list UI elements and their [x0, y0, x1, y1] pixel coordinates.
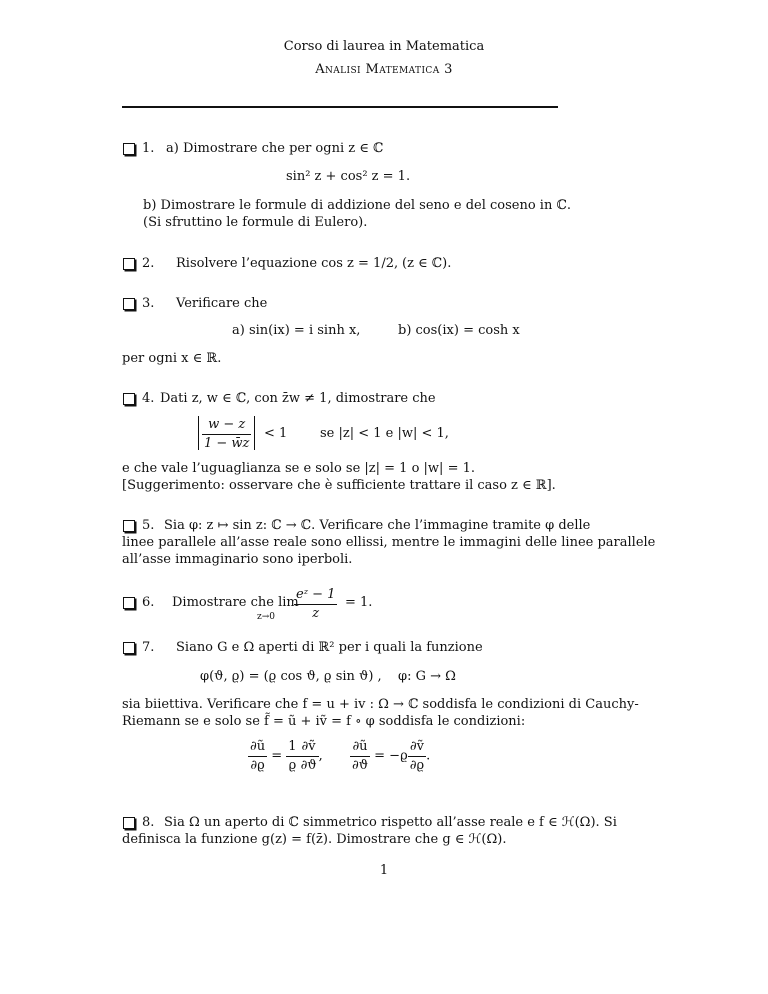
eq2-rhs-num: ∂ṽ: [408, 738, 426, 757]
ex2-text: Risolvere l’equazione cos z = 1/2,: [176, 256, 399, 271]
ex7-map: φ: G → Ω: [398, 669, 456, 684]
ex5-line1: Sia φ: z ↦ sin z: ℂ → ℂ. Verificare che l’immagine tramite φ delle: [164, 518, 591, 533]
eq1-rhs-den1: ϱ: [288, 757, 297, 773]
ex6-text: Dimostrare che lim: [172, 595, 299, 610]
eq1-end: ,: [318, 748, 323, 764]
ex4-frac-num: w − z: [202, 416, 251, 435]
ex8-line2: definisca la funzione g(z) = f(z̄). Dimostrare che g ∈ ℋ(Ω).: [122, 832, 507, 847]
checkbox-8[interactable]: [123, 817, 135, 829]
eq1-lhs-den: ∂ϱ: [250, 757, 265, 773]
checkbox-7[interactable]: [123, 642, 135, 654]
ex6-limit-sub: z→0: [257, 612, 276, 622]
ex1-part-a: a) Dimostrare che per ogni z ∈ ℂ: [166, 141, 384, 156]
ex7-text: Siano G e Ω aperti di ℝ² per i quali la funzione: [176, 640, 483, 655]
eq1-lhs-num: ∂ũ: [248, 738, 267, 757]
ex4-line2: e che vale l’uguaglianza se e solo se |z| = 1 o |w| = 1.: [122, 461, 475, 476]
ex3-part-a: a) sin(ix) = i sinh x,: [232, 323, 361, 338]
ex7-number: 7.: [142, 640, 155, 655]
ex3-tail: per ogni x ∈ ℝ.: [122, 351, 222, 366]
ex7-equation-2: [350, 738, 430, 774]
ex2-condition: (z ∈ ℂ).: [402, 256, 452, 271]
ex4-condition: se |z| < 1 e |w| < 1,: [320, 426, 449, 441]
page-number: 1: [379, 863, 389, 878]
ex8-number: 8.: [142, 815, 155, 830]
ex4-abs-fraction: [198, 416, 255, 450]
checkbox-6[interactable]: [123, 597, 135, 609]
eq1-rhs-num1: 1: [286, 738, 298, 757]
ex7-line2: sia biiettiva. Verificare che f = u + iv : Ω → ℂ soddisfa le condizioni di Cauchy-: [122, 697, 639, 712]
header-rule: [122, 106, 558, 108]
ex1-formula: sin² z + cos² z = 1.: [286, 169, 411, 184]
eq1-rhs-num2: ∂ṽ: [299, 738, 319, 757]
checkbox-2[interactable]: [123, 258, 135, 270]
ex4-frac-den: 1 − w̄z: [204, 435, 250, 451]
ex3-text: Verificare che: [176, 296, 268, 311]
ex8-line1: Sia Ω un aperto di ℂ simmetrico rispetto all’asse reale e f ∈ ℋ(Ω). Si: [164, 815, 617, 830]
ex7-equation-1: [248, 738, 323, 774]
course-title: Corso di laurea in Matematica: [283, 39, 485, 54]
ex1-part-b: b) Dimostrare le formule di addizione del seno e del coseno in ℂ.: [143, 198, 571, 213]
ex6-equals: = 1.: [345, 595, 373, 610]
eq2-lhs-den: ∂ϑ: [352, 757, 369, 773]
ex2-number: 2.: [142, 256, 155, 271]
ex4-less-than: < 1: [264, 426, 288, 441]
eq2-equals: = −ϱ: [374, 748, 408, 764]
ex6-frac-num: eᶻ − 1: [294, 586, 337, 605]
ex1-number: 1.: [142, 141, 155, 156]
ex7-line3: Riemann se e solo se f̃ = ũ + iṽ = f ∘ φ soddisfa le condizioni:: [122, 714, 526, 729]
eq1-rhs-den2: ∂ϑ: [300, 757, 317, 773]
checkbox-5[interactable]: [123, 520, 135, 532]
ex7-formula: φ(ϑ, ϱ) = (ϱ cos ϑ, ϱ sin ϑ) ,: [200, 669, 382, 684]
checkbox-4[interactable]: [123, 393, 135, 405]
ex5-line3: all’asse immaginario sono iperboli.: [122, 552, 353, 567]
ex6-number: 6.: [142, 595, 155, 610]
eq2-end: .: [426, 748, 431, 764]
ex5-line2: linee parallele all’asse reale sono ellissi, mentre le immagini delle linee parallele: [122, 535, 656, 550]
ex3-number: 3.: [142, 296, 155, 311]
ex6-frac-den: z: [312, 605, 320, 621]
checkbox-1[interactable]: [123, 143, 135, 155]
subject-title: Analisi Matematica 3: [315, 62, 453, 77]
eq2-rhs-den: ∂ϱ: [409, 757, 425, 773]
eq2-lhs-num: ∂ũ: [350, 738, 370, 757]
ex5-number: 5.: [142, 518, 155, 533]
ex6-fraction: [294, 586, 337, 622]
eq1-equals: =: [271, 748, 283, 764]
ex4-text: Dati z, w ∈ ℂ, con z̄w ≠ 1, dimostrare che: [160, 391, 436, 406]
checkbox-3[interactable]: [123, 298, 135, 310]
ex3-part-b: b) cos(ix) = cosh x: [398, 323, 520, 338]
ex4-hint: [Suggerimento: osservare che è sufficiente trattare il caso z ∈ ℝ].: [122, 478, 556, 493]
ex4-number: 4.: [142, 391, 155, 406]
ex1-part-b-note: (Si sfruttino le formule di Eulero).: [143, 215, 368, 230]
